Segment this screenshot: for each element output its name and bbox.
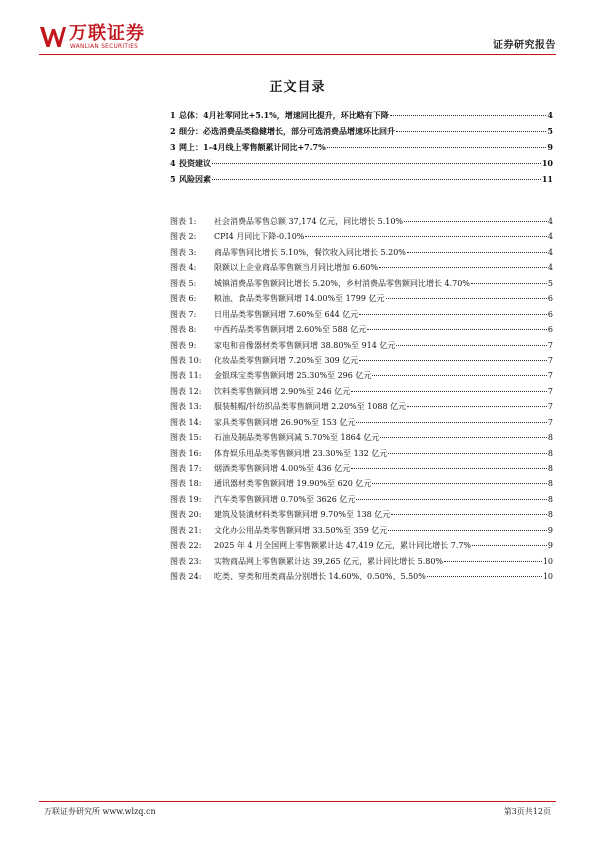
figure-label: 图表 15:	[170, 433, 202, 443]
figure-label: 图表 7:	[170, 309, 197, 319]
toc-item-page: 4	[547, 110, 553, 120]
figure-label: 图表 11:	[170, 371, 202, 381]
figure-leader-dots	[388, 530, 547, 531]
figure-caption: 石油及制品类零售额同减 5.70%至 1864 亿元	[214, 433, 380, 443]
figure-list-item[interactable]	[170, 401, 553, 416]
toc-item-number: 2	[170, 126, 176, 136]
figure-label: 图表 4:	[170, 263, 197, 273]
figure-leader-dots	[367, 329, 547, 330]
toc-item[interactable]	[170, 174, 553, 190]
toc-leader-dots	[396, 131, 546, 132]
figure-caption: 粮油、食品类零售额同增 14.00%至 1799 亿元	[214, 294, 385, 304]
figure-list-item[interactable]	[170, 309, 553, 324]
figure-page: 9	[547, 525, 553, 535]
figure-caption: 通讯器材类零售额同增 19.90%至 620 亿元	[214, 479, 372, 489]
toc-item-page: 11	[541, 174, 553, 184]
header-rule	[39, 54, 556, 55]
figure-caption: 家电和音像器材类零售额同增 38.80%至 914 亿元	[214, 340, 396, 350]
footer-rule	[39, 801, 556, 802]
figure-page: 7	[547, 417, 553, 427]
footer-source: 万联证券研究所 www.wlzq.cn	[44, 807, 156, 816]
logo-text-cn: 万联证券	[69, 23, 145, 44]
figure-leader-dots	[386, 298, 547, 299]
figure-leader-dots	[407, 252, 547, 253]
figure-leader-dots	[396, 345, 547, 346]
figure-list-item[interactable]	[170, 571, 553, 586]
toc-item-number: 3	[170, 142, 176, 152]
figure-page: 8	[547, 433, 553, 443]
figure-caption: 日用品类零售额同增 7.60%至 644 亿元	[214, 309, 359, 319]
figure-page: 9	[547, 541, 553, 551]
figure-page: 4	[547, 232, 553, 242]
figure-page: 4	[547, 247, 553, 257]
figure-list-item[interactable]	[170, 525, 553, 540]
figure-list-item[interactable]	[170, 231, 553, 246]
figure-page: 5	[547, 278, 553, 288]
report-type-label: 证券研究报告	[493, 40, 556, 51]
figure-caption: 文化办公用品类零售额同增 33.50%至 359 亿元	[214, 525, 388, 535]
figure-caption: 建筑及装潢材料类零售额同增 9.70%至 138 亿元	[214, 510, 391, 520]
figure-list-item[interactable]	[170, 278, 553, 293]
toc-item-title: 网上：1-4月线上零售额累计同比+7.7%	[179, 142, 326, 152]
figure-list-item[interactable]	[170, 463, 553, 478]
figure-list-item[interactable]	[170, 432, 553, 447]
figure-list-item[interactable]	[170, 340, 553, 355]
figure-leader-dots	[380, 437, 547, 438]
figure-caption: 汽车类零售额同增 0.70%至 3626 亿元	[214, 494, 356, 504]
figure-leader-dots	[305, 236, 546, 237]
figure-list-item[interactable]	[170, 262, 553, 277]
toc-leader-dots	[390, 115, 547, 116]
figure-label: 图表 10:	[170, 355, 202, 365]
figure-leader-dots	[407, 406, 547, 407]
figure-page: 7	[547, 386, 553, 396]
figure-page: 6	[547, 294, 553, 304]
figure-page: 10	[542, 572, 553, 582]
figure-leader-dots	[351, 391, 547, 392]
figure-list-item[interactable]	[170, 355, 553, 370]
figure-page: 6	[547, 309, 553, 319]
toc-item-number: 5	[170, 174, 176, 184]
figure-caption: CPI4 月同比下降-0.10%	[214, 232, 305, 242]
logo-text-en: WANLIAN SECURITIES	[70, 44, 139, 50]
figure-leader-dots	[372, 483, 547, 484]
figure-list-item[interactable]	[170, 417, 553, 432]
figure-label: 图表 2:	[170, 232, 197, 242]
figure-label: 图表 18:	[170, 479, 202, 489]
figure-list-item[interactable]	[170, 494, 553, 509]
figure-page: 8	[547, 510, 553, 520]
figure-leader-dots	[472, 545, 547, 546]
toc-item-title: 细分：必选消费品类稳健增长，部分可选消费品增速环比回升	[179, 126, 395, 136]
toc-leader-dots	[327, 147, 547, 148]
figure-list	[170, 216, 553, 587]
figure-label: 图表 8:	[170, 325, 197, 335]
page-header	[39, 24, 556, 54]
figure-caption: 饮料类零售额同增 2.90%至 246 亿元	[214, 386, 351, 396]
figure-caption: 化妆品类零售额同增 7.20%至 309 亿元	[214, 355, 359, 365]
figure-page: 8	[547, 494, 553, 504]
figure-page: 6	[547, 325, 553, 335]
figure-list-item[interactable]	[170, 324, 553, 339]
figure-leader-dots	[372, 375, 547, 376]
figure-page: 7	[547, 371, 553, 381]
toc-item-title: 投资建议	[179, 158, 211, 168]
figure-label: 图表 6:	[170, 294, 197, 304]
figure-leader-dots	[404, 221, 547, 222]
figure-page: 7	[547, 340, 553, 350]
figure-leader-dots	[359, 314, 547, 315]
toc-item-title: 风险因素	[179, 174, 211, 184]
figure-leader-dots	[351, 468, 547, 469]
figure-caption: 城镇消费品零售额同比增长 5.20%，乡村消费品零售额同比增长 4.70%	[214, 278, 470, 288]
figure-label: 图表 21:	[170, 525, 202, 535]
figure-list-item[interactable]	[170, 370, 553, 385]
figure-list-item[interactable]	[170, 509, 553, 524]
figure-label: 图表 23:	[170, 556, 202, 566]
figure-label: 图表 17:	[170, 464, 202, 473]
figure-page: 4	[547, 263, 553, 273]
figure-caption: 家具类零售额同增 26.90%至 153 亿元	[214, 417, 356, 427]
figure-leader-dots	[356, 499, 547, 500]
figure-leader-dots	[391, 514, 547, 515]
figure-page: 8	[547, 464, 553, 473]
figure-page: 8	[547, 448, 553, 458]
figure-list-item[interactable]	[170, 247, 553, 262]
figure-label: 图表 5:	[170, 278, 197, 288]
figure-leader-dots	[359, 360, 547, 361]
toc-leader-dots	[212, 179, 541, 180]
toc-item[interactable]	[170, 142, 553, 158]
figure-leader-dots	[356, 422, 547, 423]
figure-leader-dots	[444, 561, 542, 562]
toc-item-page: 9	[547, 142, 553, 152]
figure-list-item[interactable]	[170, 386, 553, 401]
figure-caption: 中西药品类零售额同增 2.60%至 588 亿元	[214, 325, 367, 335]
toc-item-number: 1	[170, 110, 176, 120]
figure-label: 图表 9:	[170, 340, 197, 350]
figure-caption: 实物商品网上零售额累计达 39,265 亿元，累计同比增长 5.80%	[214, 556, 444, 566]
figure-caption: 社会消费品零售总额 37,174 亿元，同比增长 5.10%	[214, 217, 404, 226]
figure-label: 图表 19:	[170, 494, 202, 504]
figure-label: 图表 14:	[170, 417, 202, 427]
figure-page: 7	[547, 355, 553, 365]
figure-label: 图表 3:	[170, 247, 197, 257]
figure-list-item[interactable]	[170, 216, 553, 231]
figure-caption: 金银珠宝类零售额同增 25.30%至 296 亿元	[214, 371, 372, 381]
figure-caption: 2025 年 4 月全国网上零售额累计达 47,419 亿元，累计同比增长 7.7%	[214, 541, 472, 551]
figure-leader-dots	[471, 283, 547, 284]
figure-label: 图表 16:	[170, 448, 202, 458]
toc-leader-dots	[212, 163, 541, 164]
toc-item-number: 4	[170, 158, 176, 168]
figure-caption: 烟酒类零售额同增 4.00%至 436 亿元	[214, 464, 351, 473]
figure-list-item[interactable]	[170, 293, 553, 308]
toc-item-title: 总体：4月社零同比+5.1%，增速同比提升，环比略有下降	[179, 110, 389, 120]
wanlian-logo-icon	[39, 24, 67, 50]
figure-caption: 商品零售同比增长 5.10%，餐饮收入同比增长 5.20%	[214, 247, 406, 257]
toc-item-page: 5	[547, 126, 553, 136]
figure-page: 4	[547, 217, 553, 226]
figure-caption: 体育娱乐用品类零售额同增 23.30%至 132 亿元	[214, 448, 388, 458]
figure-label: 图表 22:	[170, 541, 202, 551]
figure-list-item[interactable]	[170, 478, 553, 493]
figure-page: 7	[547, 402, 553, 412]
figure-label: 图表 1:	[170, 217, 197, 226]
figure-caption: 服装鞋帽/针纺织品类零售额同增 2.20%至 1088 亿元	[214, 402, 407, 412]
figure-leader-dots	[427, 576, 542, 577]
page-title: 正文目录	[269, 80, 326, 95]
toc-item[interactable]	[170, 126, 553, 142]
figure-leader-dots	[388, 453, 547, 454]
footer-page-number: 第3页共12页	[503, 807, 551, 816]
figure-list-item[interactable]	[170, 540, 553, 555]
toc-item-page: 10	[541, 158, 553, 168]
figure-caption: 吃类、穿类和用类商品分别增长 14.60%、0.50%、5.50%	[214, 572, 426, 582]
figure-list-item[interactable]	[170, 556, 553, 571]
figure-label: 图表 20:	[170, 510, 202, 520]
figure-label: 图表 12:	[170, 386, 202, 396]
figure-label: 图表 13:	[170, 402, 202, 412]
figure-page: 10	[542, 556, 553, 566]
figure-caption: 限额以上企业商品零售额当月同比增加 6.60%	[214, 263, 378, 273]
toc-item[interactable]	[170, 158, 553, 174]
figure-page: 8	[547, 479, 553, 489]
toc-item[interactable]	[170, 110, 553, 126]
figure-list-item[interactable]	[170, 448, 553, 463]
toc-list	[170, 110, 553, 190]
figure-leader-dots	[379, 267, 547, 268]
figure-label: 图表 24:	[170, 572, 202, 582]
